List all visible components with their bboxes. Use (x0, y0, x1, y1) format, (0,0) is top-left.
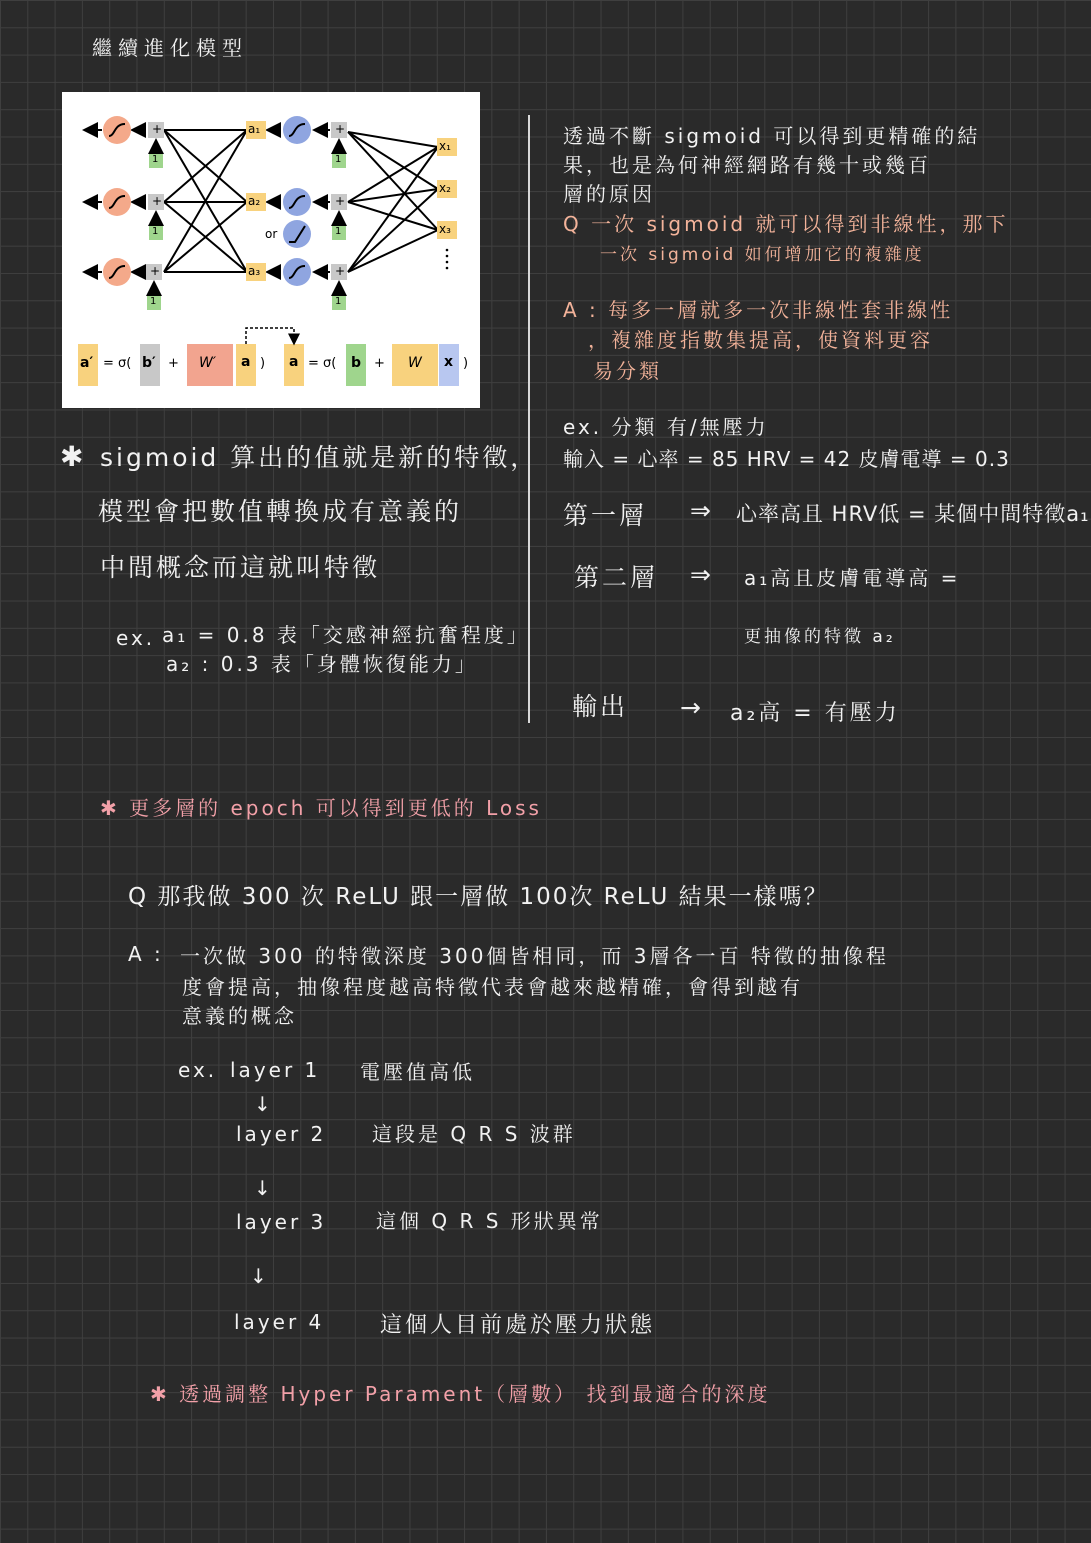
formula-b: b (351, 355, 362, 371)
answer-line-1: A : 每多一層就多一次非線性套非線性 (563, 298, 954, 322)
relu-answer-prefix: A : (128, 942, 164, 966)
formula-w: W (408, 355, 422, 371)
bias-one-label: 1 (150, 296, 157, 307)
layer-1-desc: 電壓值高低 (360, 1060, 475, 1084)
down-arrow: ↓ (250, 1264, 270, 1288)
plus-label: + (150, 264, 161, 278)
layer1-text: 心率高且 HRV低 = 某個中間特徵a₁ (736, 502, 1090, 526)
sigmoid-intro-2: 果，也是為何神經網路有幾十或幾百 (563, 153, 931, 177)
formula-a-prime: a′ (80, 355, 94, 371)
plus-label: + (152, 194, 163, 208)
hyperparameter-note: ✱ 透過調整 Hyper Parament（層數） 找到最適合的深度 (150, 1382, 771, 1406)
formula-a: a (241, 354, 251, 370)
star-bullet: ✱ (60, 440, 87, 473)
formula-x: x (444, 354, 454, 370)
question-line-1: Q 一次 sigmoid 就可以得到非線性，那下 (563, 212, 1009, 236)
bias-one-label: 1 (335, 154, 342, 165)
feature-line-2: 模型會把數值轉換成有意義的 (98, 497, 463, 526)
plus-label: + (335, 194, 346, 208)
formula-a: a (289, 354, 299, 370)
output-label: 輸出 (572, 692, 629, 721)
example-classify: ex. 分類 有/無壓力 (563, 415, 769, 439)
formula-close: ) (463, 356, 469, 371)
formula-eq: = σ( (103, 356, 132, 371)
layer1-label: 第一層 (563, 501, 648, 530)
relu-answer-line-3: 意義的概念 (182, 1004, 297, 1028)
feature-line-1: sigmoid 算出的值就是新的特徵， (100, 443, 539, 472)
plus-label: + (152, 122, 163, 136)
formula-b-prime: b′ (142, 355, 156, 371)
layer-2-desc: 這段是 Q R S 波群 (372, 1122, 576, 1146)
output-text: a₂高 = 有壓力 (730, 701, 900, 726)
layer1-arrow: ⇒ (690, 496, 714, 525)
feature-line-3: 中間概念而這就叫特徵 (100, 553, 381, 582)
node-label-a3: a₃ (248, 264, 261, 278)
relu-answer-line-2: 度會提高，抽像程度越高特徵代表會越來越精確，會得到越有 (182, 975, 803, 999)
bias-one-label: 1 (152, 226, 159, 237)
node-label-x2: x₂ (439, 181, 451, 195)
layer-4-label: layer 4 (234, 1310, 325, 1334)
sigmoid-intro-3: 層的原因 (563, 182, 655, 206)
bias-one-label: 1 (335, 226, 342, 237)
layer2-arrow: ⇒ (690, 560, 714, 589)
layer-1-label: layer 1 (230, 1058, 321, 1082)
layer2-text: a₁高且皮膚電導高 = (744, 566, 961, 590)
formula-plus: + (168, 356, 179, 371)
node-label-a1: a₁ (248, 122, 261, 136)
formula-w-prime: W′ (199, 355, 217, 371)
neural-network-figure (62, 92, 480, 408)
example-line-2: a₂ : 0.3 表「身體恢復能力」 (166, 652, 478, 676)
output-sigmoid-nodes (103, 116, 131, 286)
layer2-label: 第二層 (574, 563, 659, 592)
plus-label: + (335, 264, 346, 278)
question-line-2: 一次 sigmoid 如何增加它的複雜度 (600, 245, 925, 265)
epoch-note: ✱ 更多層的 epoch 可以得到更低的 Loss (100, 796, 542, 820)
layer-3-desc: 這個 Q R S 形狀異常 (376, 1209, 603, 1233)
sigmoid-intro-1: 透過不斷 sigmoid 可以得到更精確的結 (563, 124, 981, 148)
example-line-1: a₁ = 0.8 表「交感神經抗奮程度」 (162, 623, 530, 647)
bias-one-label: 1 (335, 296, 342, 307)
output-arrow: → (680, 693, 704, 722)
node-label-x1: x₁ (439, 139, 451, 153)
relu-answer-line-1: 一次做 300 的特徵深度 300個皆相同，而 3層各一百 特徵的抽像程 (180, 944, 889, 968)
down-arrow: ↓ (254, 1176, 274, 1200)
or-label: or (265, 227, 278, 241)
example-prefix: ex. (116, 626, 156, 650)
plus-label: + (335, 122, 346, 136)
example-inputs: 輸入 = 心率 = 85 HRV = 42 皮膚電導 = 0.3 (563, 447, 1010, 471)
relu-question: Q 那我做 300 次 ReLU 跟一層做 100次 ReLU 結果一樣嗎？ (128, 884, 829, 910)
layer-2-label: layer 2 (236, 1122, 327, 1146)
node-label-a2: a₂ (248, 194, 261, 208)
answer-line-2: ，複雜度指數集提高，使資料更容 (588, 328, 933, 352)
formula-eq: = σ( (308, 356, 337, 371)
answer-line-3: 易分類 (593, 359, 662, 383)
layer2-text-2: 更抽像的特徵 a₂ (744, 627, 896, 647)
bias-one-label: 1 (152, 154, 159, 165)
formula-close: ) (260, 356, 266, 371)
formula-plus: + (374, 356, 385, 371)
down-arrow: ↓ (254, 1092, 274, 1116)
node-label-x3: x₃ (439, 222, 451, 236)
layer-3-label: layer 3 (236, 1210, 327, 1234)
layers-example-prefix: ex. (178, 1058, 218, 1082)
hidden-sigmoid-nodes (283, 116, 311, 286)
layer-4-desc: 這個人目前處於壓力狀態 (380, 1313, 656, 1338)
page-title: 繼續進化模型 (92, 36, 248, 60)
